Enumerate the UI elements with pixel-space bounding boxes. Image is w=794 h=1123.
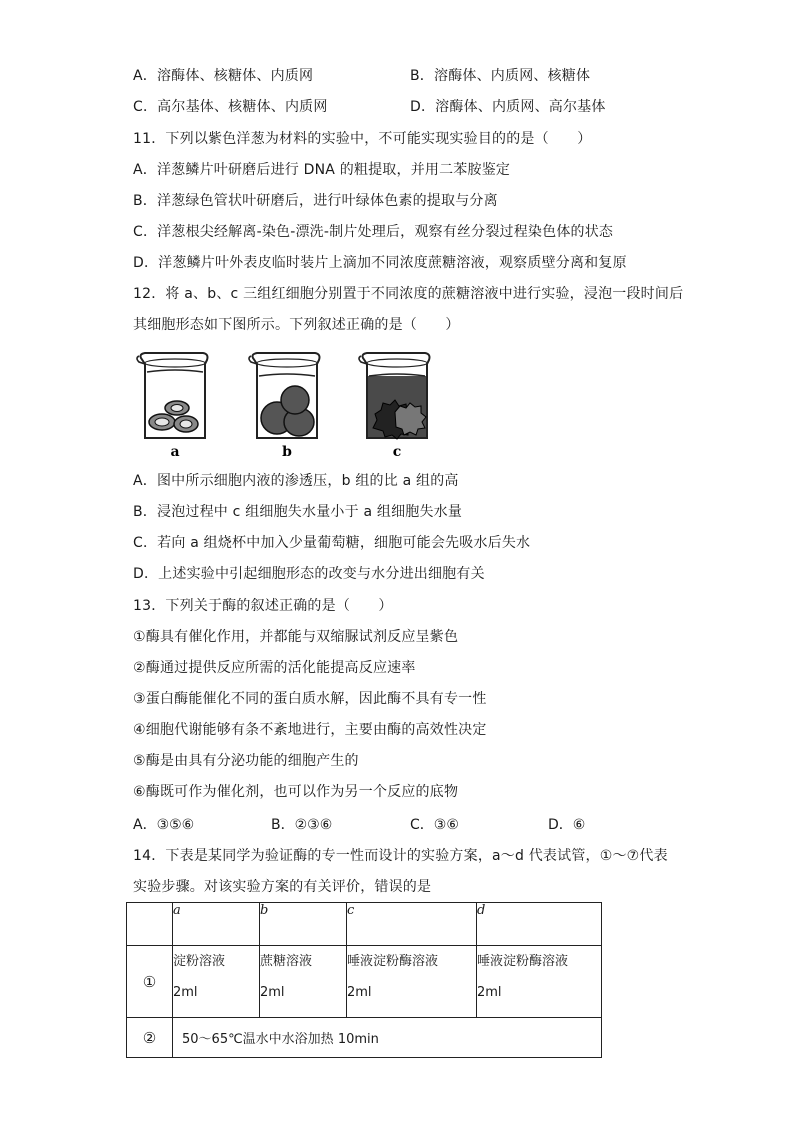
- table-row-step2: [127, 1018, 602, 1058]
- table-row-step1: [127, 946, 602, 1018]
- table-step-2: ②: [127, 1018, 173, 1058]
- table-cell: [347, 946, 477, 1018]
- table-header-d: d: [477, 903, 602, 946]
- table-cell: [477, 946, 602, 1018]
- q12-option-d: D．上述实验中引起细胞形态的改变与水分进出细胞有关: [133, 566, 485, 582]
- q11-stem: 11．下列以紫色洋葱为材料的实验中，不可能实现实验目的的是（ ）: [133, 131, 592, 147]
- q13-item-5: ⑤酶是由具有分泌功能的细胞产生的: [133, 753, 359, 769]
- cell-solution: 蔗糖溶液: [260, 954, 313, 969]
- q12-stem-line2: 其细胞形态如下图所示。下列叙述正确的是（ ）: [133, 317, 460, 333]
- q13-item-3: ③蛋白酶能催化不同的蛋白质水解，因此酶不具有专一性: [133, 691, 487, 707]
- q11-option-d: D．洋葱鳞片叶外表皮临时装片上滴加不同浓度蔗糖溶液，观察质壁分离和复原: [133, 255, 627, 271]
- q13-item-4: ④细胞代谢能够有条不紊地进行，主要由酶的高效性决定: [133, 722, 487, 738]
- figure-label-a: a: [170, 444, 180, 460]
- cell-volume: 2ml: [347, 985, 372, 1000]
- experiment-table: [126, 902, 602, 1058]
- q14-stem-line2: 实验步骤。对该实验方案的有关评价，错误的是: [133, 879, 432, 895]
- q10-option-c: C．高尔基体、核糖体、内质网: [133, 99, 328, 115]
- q12-option-c: C．若向 a 组烧杯中加入少量葡萄糖，细胞可能会先吸水后失水: [133, 535, 531, 551]
- cell-volume: 2ml: [260, 985, 285, 1000]
- table-cell: [260, 946, 347, 1018]
- cell-volume: 2ml: [477, 985, 502, 1000]
- table-row2-text: 50～65℃温水中水浴加热 10min: [173, 1018, 602, 1058]
- q12-option-b: B．浸泡过程中 c 组细胞失水量小于 a 组细胞失水量: [133, 504, 463, 520]
- table-header-c: c: [347, 903, 477, 946]
- q11-option-b: B．洋葱绿色管状叶研磨后，进行叶绿体色素的提取与分离: [133, 193, 498, 209]
- figure-label-b: b: [282, 444, 292, 460]
- table-header-empty: [127, 903, 173, 946]
- q13-item-2: ②酶通过提供反应所需的活化能提高反应速率: [133, 660, 416, 676]
- cell-solution: 唾液淀粉酶溶液: [477, 954, 569, 969]
- q13-item-6: ⑥酶既可作为催化剂，也可以作为另一个反应的底物: [133, 784, 459, 800]
- q13-stem: 13．下列关于酶的叙述正确的是（ ）: [133, 598, 393, 614]
- table-header-b: b: [260, 903, 347, 946]
- q10-option-d: D．溶酶体、内质网、高尔基体: [410, 99, 606, 115]
- q12-option-a: A．图中所示细胞内液的渗透压，b 组的比 a 组的高: [133, 473, 459, 489]
- q10-option-a: A．溶酶体、核糖体、内质网: [133, 68, 314, 84]
- q13-option-a: A．③⑤⑥: [133, 817, 195, 833]
- beaker-figure: [135, 350, 435, 460]
- q13-option-c: C．③⑥: [410, 817, 459, 833]
- q14-stem-line1: 14．下表是某同学为验证酶的专一性而设计的实验方案，a～d 代表试管，①～⑦代表: [133, 848, 668, 864]
- cell-solution: 淀粉溶液: [173, 954, 226, 969]
- beaker-b: [249, 353, 320, 460]
- beaker-c: [359, 353, 430, 460]
- q13-option-b: B．②③⑥: [271, 817, 333, 833]
- table-header-row: [127, 903, 602, 946]
- table-cell: [173, 946, 260, 1018]
- q13-option-d: D．⑥: [548, 817, 586, 833]
- cell-solution: 唾液淀粉酶溶液: [347, 954, 439, 969]
- beaker-a: [137, 353, 208, 460]
- q12-stem-line1: 12．将 a、b、c 三组红细胞分别置于不同浓度的蔗糖溶液中进行实验，浸泡一段时间后: [133, 286, 684, 302]
- table-step-1: ①: [127, 946, 173, 1018]
- q10-option-b: B．溶酶体、内质网、核糖体: [410, 68, 591, 84]
- q11-option-c: C．洋葱根尖经解离-染色-漂洗-制片处理后，观察有丝分裂过程染色体的状态: [133, 224, 614, 240]
- q11-option-a: A．洋葱鳞片叶研磨后进行 DNA 的粗提取，并用二苯胺鉴定: [133, 162, 511, 178]
- table-header-a: a: [173, 903, 260, 946]
- cell-volume: 2ml: [173, 985, 198, 1000]
- q13-item-1: ①酶具有催化作用，并都能与双缩脲试剂反应呈紫色: [133, 629, 459, 645]
- figure-label-c: c: [392, 444, 402, 460]
